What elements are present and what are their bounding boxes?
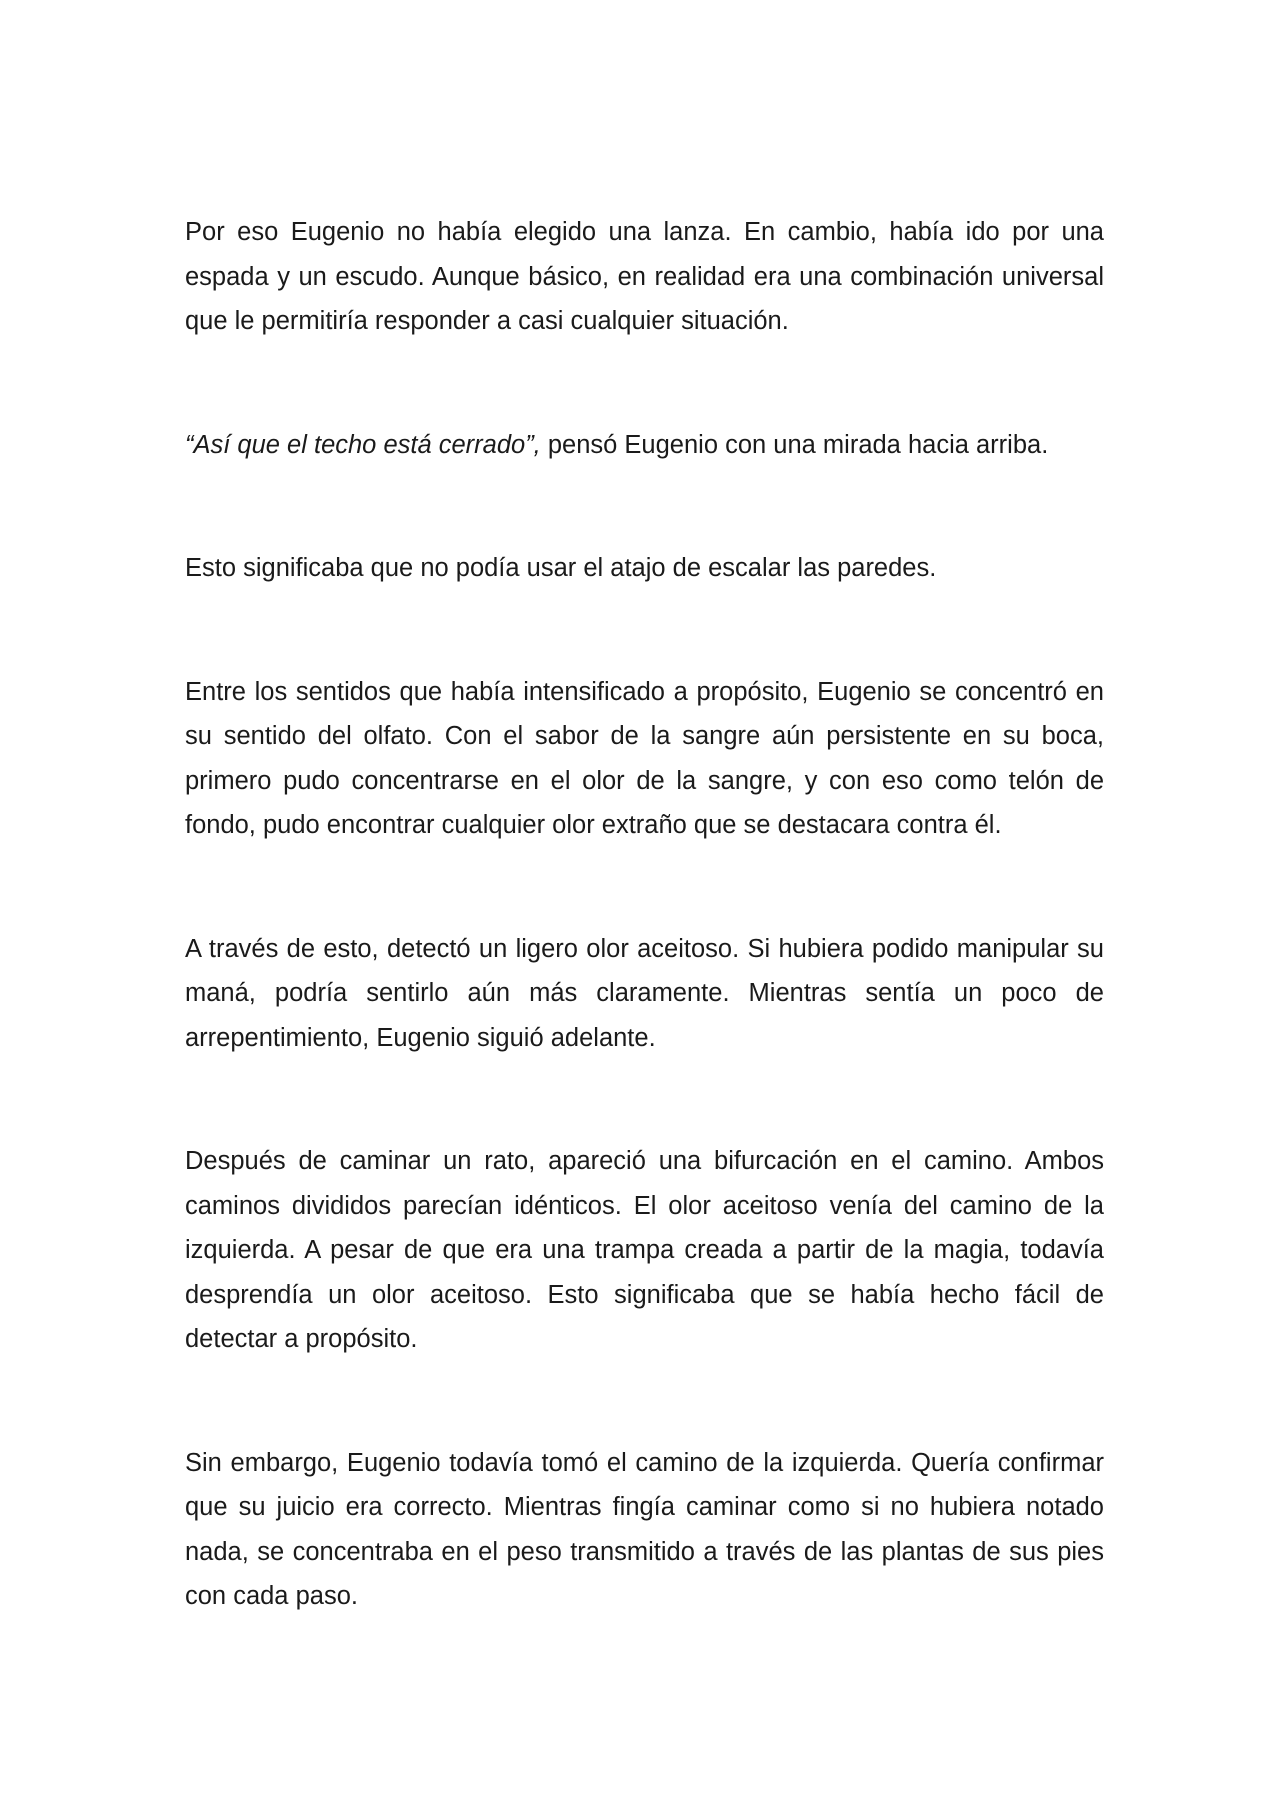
paragraph-2 bbox=[185, 423, 1104, 468]
paragraph-7: Sin embargo, Eugenio todavía tomó el camino de la izquierda. Quería confirmar que su juicio era correcto. Mientras fingía caminar como si no hubiera notado nada, se concentraba en el peso transmitido a través de las plantas de sus pies con cada paso. bbox=[185, 1448, 1104, 1610]
paragraph-6: Después de caminar un rato, apareció una bifurcación en el camino. Ambos caminos divididos parecían idénticos. El olor aceitoso venía del camino de la izquierda. A pesar de que era una trampa creada a partir de la magia, todavía desprendía un olor aceitoso. Esto significaba que se había hecho fácil de detectar a propósito. bbox=[185, 1147, 1104, 1353]
paragraph-4: Entre los sentidos que había intensificado a propósito, Eugenio se concentró en su sentido del olfato. Con el sabor de la sangre aún persistente en su boca, primero pudo concentrarse en el olor de la sangre, y con eso como telón de fondo, pudo encontrar cualquier olor extraño que se destacara contra él. bbox=[185, 677, 1104, 839]
paragraph-2-rest: pensó Eugenio con una mirada hacia arriba. bbox=[540, 430, 1049, 459]
paragraph-3: Esto significaba que no podía usar el atajo de escalar las paredes. bbox=[185, 554, 937, 582]
italic-quote: “Así que el techo está cerrado”, bbox=[185, 430, 541, 459]
document-body bbox=[185, 210, 1104, 1619]
paragraph-5: A través de esto, detectó un ligero olor aceitoso. Si hubiera podido manipular su maná, podría sentirlo aún más claramente. Mientras sentía un poco de arrepentimiento, Eugenio siguió adelante. bbox=[185, 934, 1104, 1052]
paragraph-1: Por eso Eugenio no había elegido una lanza. En cambio, había ido por una espada y un escudo. Aunque básico, en realidad era una combinación universal que le permitiría responder a casi cualquier situación. bbox=[185, 218, 1104, 335]
